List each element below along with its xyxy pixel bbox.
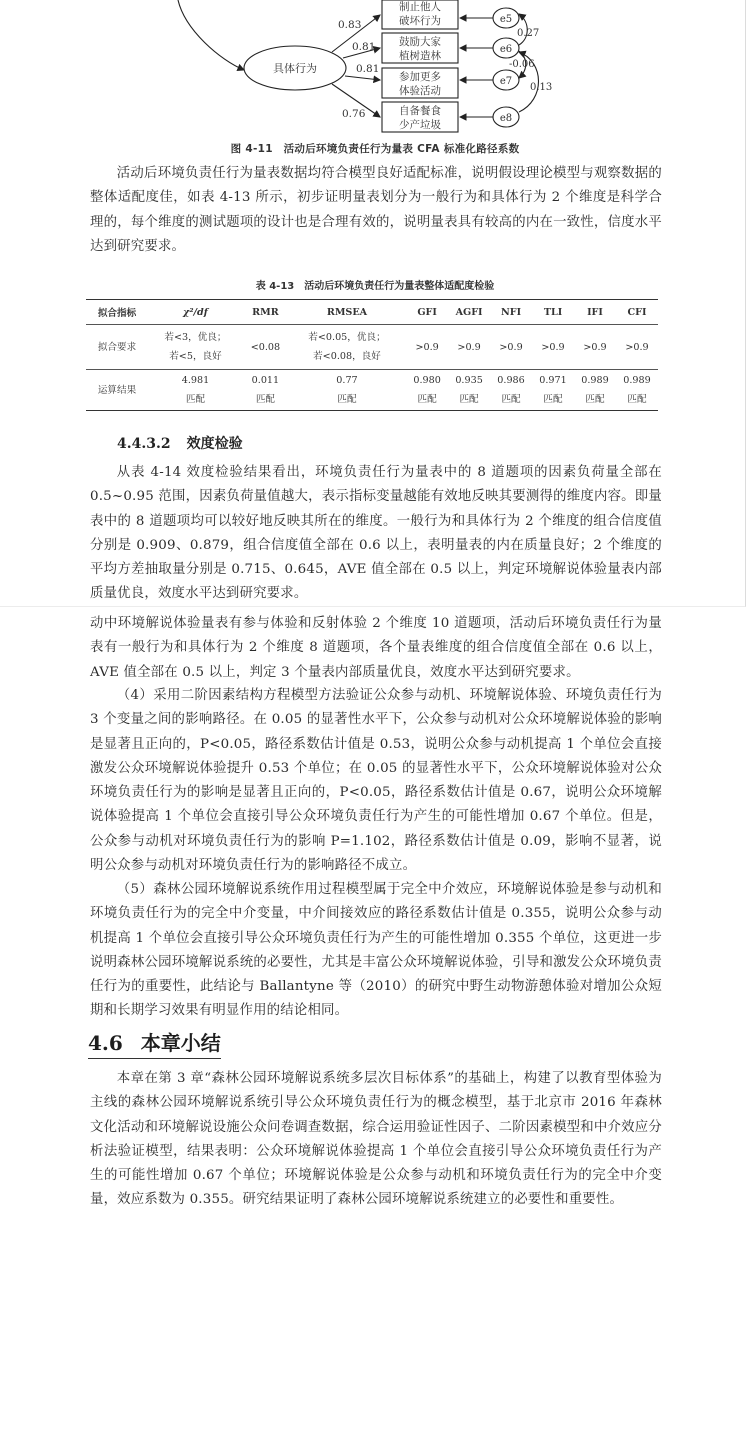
page-lower	[0, 608, 750, 1446]
svg-text:鼓励大家: 鼓励大家	[399, 36, 441, 48]
indicator-box	[382, 0, 458, 29]
table-cell: <0.08	[243, 325, 288, 370]
indicator-box	[382, 68, 458, 98]
section-title: 本章小结	[140, 1031, 221, 1055]
diagram-canvas	[0, 0, 600, 135]
column-header: RMR	[243, 300, 288, 325]
covariance-value: -0.06	[509, 59, 535, 70]
table-cell: 若<0.05，优良； 若<0.08，良好	[288, 325, 406, 370]
table-cell: 0.935 匹配	[448, 370, 490, 411]
svg-text:自备餐食: 自备餐食	[399, 105, 441, 117]
figure-caption: 图 4-11 活动后环境负责任行为量表 CFA 标准化路径系数	[230, 143, 520, 155]
loading-value: 0.76	[342, 108, 366, 120]
table-cell: >0.9	[574, 325, 616, 370]
table-cell: 0.011 匹配	[243, 370, 288, 411]
table-cell: 0.986 匹配	[490, 370, 532, 411]
loading-value: 0.81	[356, 63, 380, 75]
column-header: AGFI	[448, 300, 490, 325]
svg-text:少产垃圾: 少产垃圾	[399, 119, 441, 131]
cfa-path-diagram	[0, 0, 600, 135]
loading-value: 0.83	[338, 19, 362, 31]
covariance-value: 0.13	[530, 82, 553, 93]
section-heading	[88, 1027, 221, 1059]
table-cell: 若<3，优良； 若<5，良好	[148, 325, 243, 370]
svg-text:参加更多: 参加更多	[399, 71, 441, 83]
table-cell: 0.971 匹配	[532, 370, 574, 411]
factor-correlation-path	[178, 0, 244, 70]
table-cell: 0.77 匹配	[288, 370, 406, 411]
svg-text:e7: e7	[499, 76, 513, 87]
loading-value: 0.81	[352, 41, 376, 53]
column-header: GFI	[406, 300, 448, 325]
error-term	[493, 107, 519, 127]
body-paragraph: （5）森林公园环境解说系统作用过程模型属于完全中介效应，环境解说体验是参与动机和环境负责任行为的完全中介变量，中介间接效应的路径系数估计值是 0.355，说明公众参与动机提高 1 个单位会直接引导公众环境负责任行为产生的可能性增加 0.355 个单位，这更进一步说明森林公园环境解说系统的必要性，尤其是丰富公众环境解说体验，引导和激发公众环境负责任行为的重要性，此结论与 Ballantyne 等（2010）的研究中野生动物游憩体验对增加公众短期和长期学习效果有明显作用的结论相同。	[90, 882, 662, 1019]
table-cell: 0.989 匹配	[574, 370, 616, 411]
body-paragraph: 活动后环境负责任行为量表数据均符合模型良好适配标准，说明假设理论模型与观察数据的整体适配度佳，如表 4-13 所示，初步证明量表划分为一般行为和具体行为 2 个维度是科学合理的，每个维度的测试题项的设计也是合理有效的，说明量表具有较高的内在一致性，信度水平达到研究要求。	[90, 166, 662, 254]
svg-text:e8: e8	[499, 113, 513, 124]
page-upper	[0, 0, 750, 608]
table-cell: 0.989 匹配	[616, 370, 658, 411]
error-term	[493, 70, 519, 90]
column-header: χ²/df	[148, 300, 243, 325]
svg-text:制止他人: 制止他人	[399, 1, 441, 13]
svg-text:e6: e6	[499, 44, 513, 55]
error-term	[493, 38, 519, 58]
row-label: 拟合要求	[86, 325, 148, 370]
svg-text:体验活动: 体验活动	[399, 85, 441, 97]
body-paragraph: 本章在第 3 章“森林公园环境解说系统多层次目标体系”的基础上，构建了以教育型体验为主线的森林公园环境解说系统引导公众环境负责任行为的概念模型，基于北京市 2016 年森林文化活动和环境解说设施公众问卷调查数据，综合运用验证性因子、二阶因素模型和中介效应分析法验证模型，结果表明：公众环境解说体验提高 1 个单位会直接引导公众环境负责任行为产生的可能性增加 0.67 个单位；环境解说体验是公众参与动机和环境负责任行为的完全中介变量，效应系数为 0.355。研究结果证明了森林公园环境解说系统建立的必要性和重要性。	[90, 1071, 662, 1208]
svg-text:植树造林: 植树造林	[399, 50, 441, 62]
indicator-box	[382, 33, 458, 63]
table-cell: >0.9	[490, 325, 532, 370]
indicator-box	[382, 102, 458, 132]
fit-index-table	[86, 299, 658, 411]
covariance-value: 0.27	[517, 28, 540, 39]
table-row	[86, 370, 658, 411]
subsection-title: 效度检验	[186, 436, 243, 452]
table-caption: 表 4-13 活动后环境负责任行为量表整体适配度检验	[255, 281, 495, 292]
table-cell: 0.980 匹配	[406, 370, 448, 411]
table-cell: >0.9	[616, 325, 658, 370]
svg-text:破坏行为: 破坏行为	[399, 15, 441, 27]
column-header: RMSEA	[288, 300, 406, 325]
table-row	[86, 325, 658, 370]
loading-path	[345, 76, 380, 80]
section-number: 4.6	[88, 1031, 123, 1055]
column-header: IFI	[574, 300, 616, 325]
table-cell: >0.9	[448, 325, 490, 370]
table-cell: >0.9	[532, 325, 574, 370]
column-header: TLI	[532, 300, 574, 325]
subsection-number: 4.4.3.2	[117, 436, 171, 452]
column-header: CFI	[616, 300, 658, 325]
table-header-row	[86, 300, 658, 325]
column-header: 拟合指标	[86, 300, 148, 325]
row-label: 运算结果	[86, 370, 148, 411]
table-cell: 4.981 匹配	[148, 370, 243, 411]
body-paragraph: 从表 4-14 效度检验结果看出，环境负责任行为量表中的 8 道题项的因素负荷量全部在 0.5~0.95 范围，因素负荷量值越大，表示指标变量越能有效地反映其要测得的维度内容。即量表中的 8 道题项均可以较好地反映其所在的维度。一般行为和具体行为 2 个维度的组合信度值分别是 0.909、0.879，组合信度值全部在 0.6 以上，表明量表的内在质量良好；2 个维度的平均方差抽取量分别是 0.715、0.645，AVE 值全部在 0.5 以上，判定环境解说体验量表内部质量优良，效度水平达到研究要求。	[90, 465, 662, 602]
body-paragraph: 动中环境解说体验量表有参与体验和反射体验 2 个维度 10 道题项，活动后环境负责任行为量表有一般行为和具体行为 2 个维度 8 道题项，各个量表维度的组合信度值全部在 0.6 以上，AVE 值全部在 0.5 以上，判定 3 个量表内部质量优良，效度水平达到研究要求。	[90, 616, 662, 680]
table-cell: >0.9	[406, 325, 448, 370]
column-header: NFI	[490, 300, 532, 325]
svg-text:e5: e5	[499, 14, 513, 25]
latent-factor-label: 具体行为	[273, 62, 317, 75]
error-term	[493, 8, 519, 28]
body-paragraph: （4）采用二阶因素结构方程模型方法验证公众参与动机、环境解说体验、环境负责任行为 3 个变量之间的影响路径。在 0.05 的显著性水平下，公众参与动机对公众环境解说体验的影响是显著且正向的，P<0.05，路径系数估计值是 0.53，说明公众参与动机提高 1 个单位会直接激发公众环境解说体验提升 0.53 个单位；在 0.05 的显著性水平下，公众环境解说体验对公众环境负责任行为的影响是显著且正向的，P<0.05，路径系数估计值是 0.67，说明公众环境解说体验提高 1 个单位会直接引导公众环境负责任行为产生的可能性增加 0.67 个单位。但是，公众参与动机对环境负责任行为的影响 P=1.102，路径系数估计值是 0.09，影响不显著，说明公众参与动机对环境负责任行为的影响路径不成立。	[90, 688, 662, 874]
subsection-heading	[117, 433, 243, 453]
